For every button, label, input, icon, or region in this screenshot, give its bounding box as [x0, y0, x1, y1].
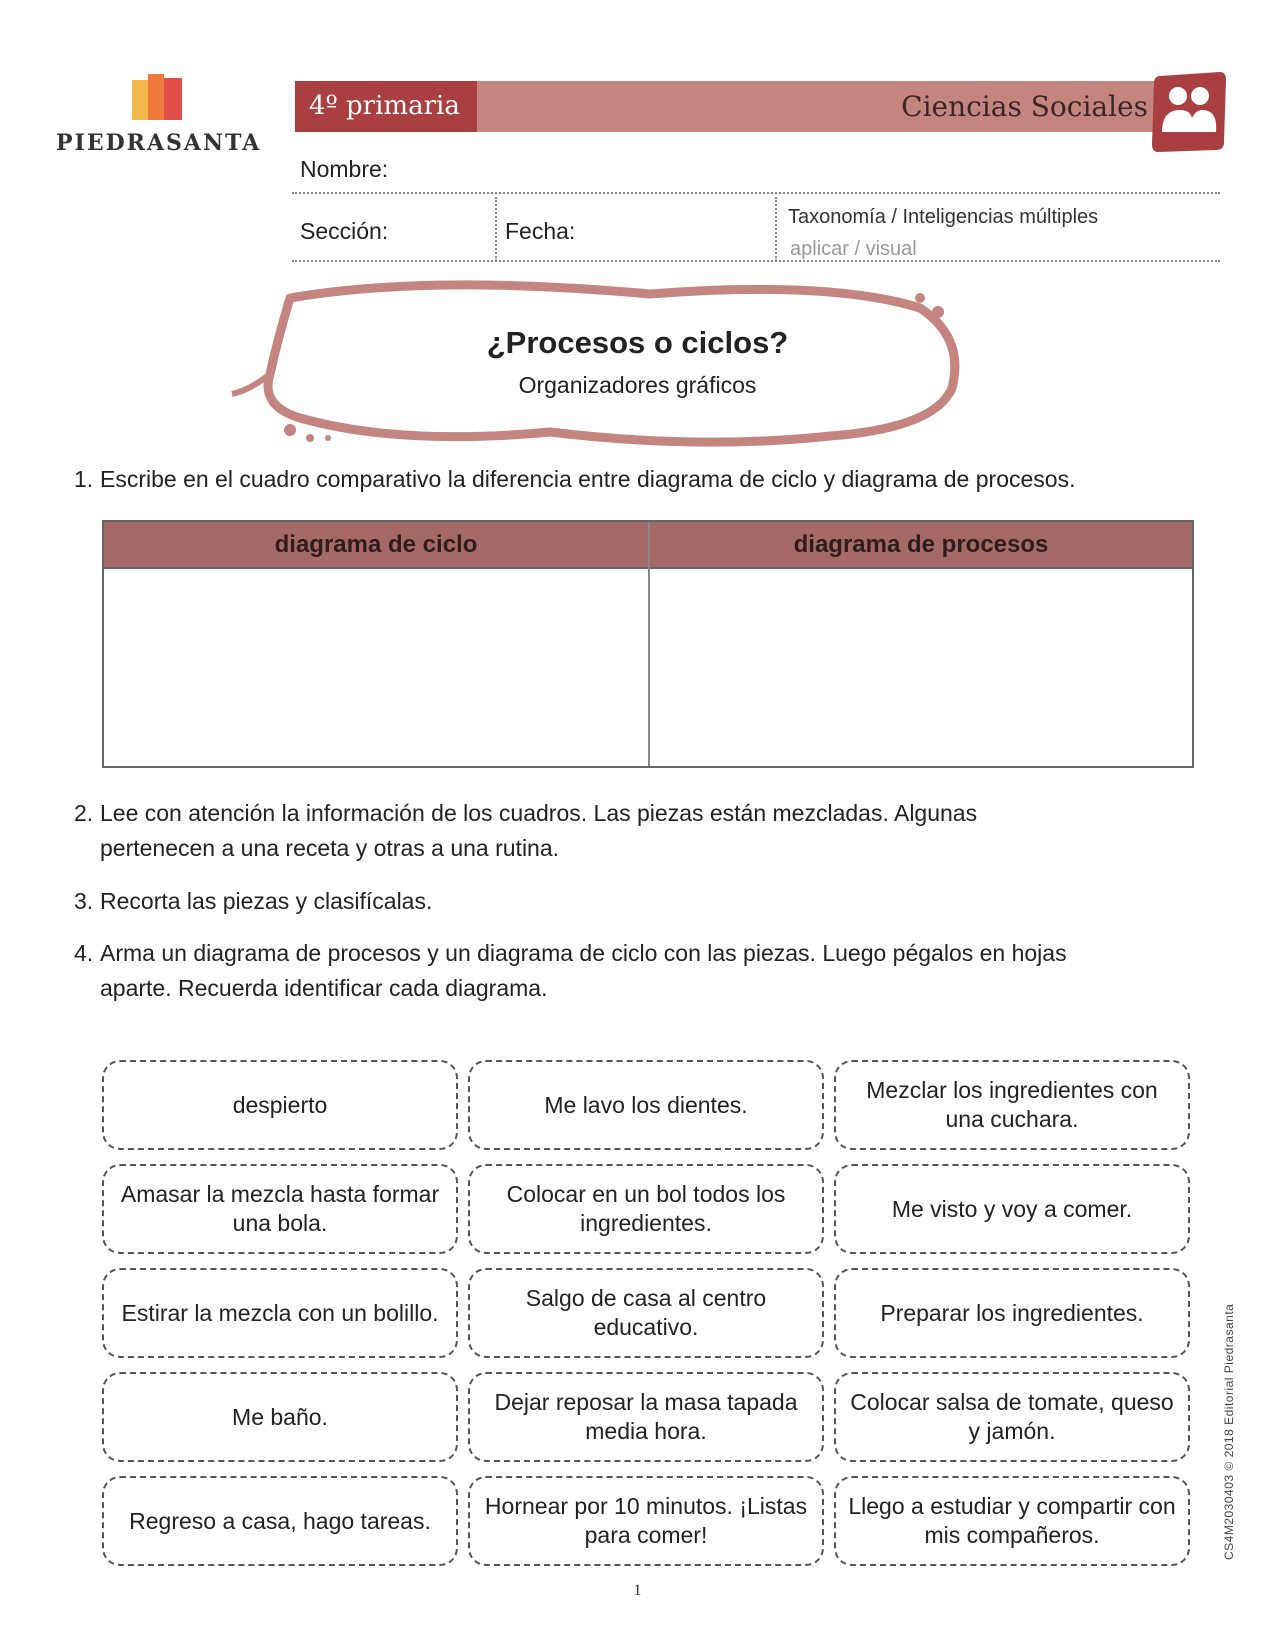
column-header-process: diagrama de procesos [793, 531, 1049, 558]
instruction-continuation: aparte. Recuerda identificar cada diagrama. [100, 975, 548, 1001]
date-label: Fecha: [505, 218, 576, 244]
logo-text: PIEDRASANTA [56, 130, 262, 156]
instruction-number: 1. [74, 466, 94, 492]
cutout-card[interactable]: Llego a estudiar y compartir con mis compañeros. [834, 1476, 1190, 1566]
cutout-card[interactable]: Regreso a casa, hago tareas. [102, 1476, 458, 1566]
header-bar [295, 81, 1160, 132]
cutout-card[interactable]: Preparar los ingredientes. [834, 1268, 1190, 1358]
cutout-card[interactable]: despierto [102, 1060, 458, 1150]
title-cloud-shape [230, 278, 980, 458]
subject-label: Ciencias Sociales [901, 90, 1148, 123]
copyright-code: CS4M2030403 © 2018 Editorial Piedrasanta [1222, 1303, 1236, 1560]
name-label: Nombre: [300, 156, 389, 182]
cutout-card[interactable]: Hornear por 10 minutos. ¡Listas para comer! [468, 1476, 824, 1566]
instruction-3 [74, 884, 1164, 919]
date-divider [775, 197, 777, 261]
instruction-1 [74, 462, 1164, 497]
name-field[interactable] [292, 192, 1220, 194]
cutout-card[interactable]: Me visto y voy a comer. [834, 1164, 1190, 1254]
instruction-2 [74, 796, 1164, 866]
cutout-card[interactable]: Amasar la mezcla hasta formar una bola. [102, 1164, 458, 1254]
grade-label: 4º primaria [295, 81, 477, 132]
cutout-card[interactable]: Colocar en un bol todos los ingredientes. [468, 1164, 824, 1254]
section-divider [495, 197, 497, 261]
section-label: Sección: [300, 218, 389, 244]
cutout-card[interactable]: Dejar reposar la masa tapada media hora. [468, 1372, 824, 1462]
instruction-number: 2. [74, 800, 94, 826]
taxonomy-value: aplicar / visual [790, 238, 917, 260]
instruction-text: Recorta las piezas y clasifícalas. [100, 888, 433, 914]
instruction-4 [74, 936, 1164, 1006]
page-title: ¿Procesos o ciclos? [486, 325, 789, 360]
cutout-card[interactable]: Colocar salsa de tomate, queso y jamón. [834, 1372, 1190, 1462]
cutout-card[interactable]: Salgo de casa al centro educativo. [468, 1268, 824, 1358]
page-number: 1 [633, 1582, 642, 1599]
comparison-table [102, 520, 1194, 768]
taxonomy-label: Taxonomía / Inteligencias múltiples [788, 206, 1099, 228]
instruction-number: 3. [74, 888, 94, 914]
book-logo-icon [130, 74, 186, 124]
answer-cell-process[interactable] [650, 569, 1192, 766]
instruction-continuation: pertenecen a una receta y otras a una rutina. [100, 835, 560, 861]
instruction-number: 4. [74, 940, 94, 966]
instruction-text: Arma un diagrama de procesos y un diagrama de ciclo con las piezas. Luego pégalos en hojas [100, 940, 1067, 966]
publisher-logo [56, 74, 262, 164]
column-header-cycle: diagrama de ciclo [274, 531, 478, 558]
cutout-card[interactable]: Me lavo los dientes. [468, 1060, 824, 1150]
cutout-cards-grid [102, 1060, 1192, 1580]
answer-cell-cycle[interactable] [104, 569, 648, 766]
cutout-card[interactable]: Mezclar los ingredientes con una cuchara. [834, 1060, 1190, 1150]
cutout-card[interactable]: Estirar la mezcla con un bolillo. [102, 1268, 458, 1358]
instruction-text: Escribe en el cuadro comparativo la diferencia entre diagrama de ciclo y diagrama de procesos. [100, 466, 1076, 492]
instruction-text: Lee con atención la información de los cuadros. Las piezas están mezcladas. Algunas [100, 800, 978, 826]
group-people-icon [1150, 70, 1228, 156]
page-subtitle: Organizadores gráficos [518, 372, 757, 398]
section-date-field[interactable] [292, 260, 1220, 262]
cutout-card[interactable]: Me baño. [102, 1372, 458, 1462]
